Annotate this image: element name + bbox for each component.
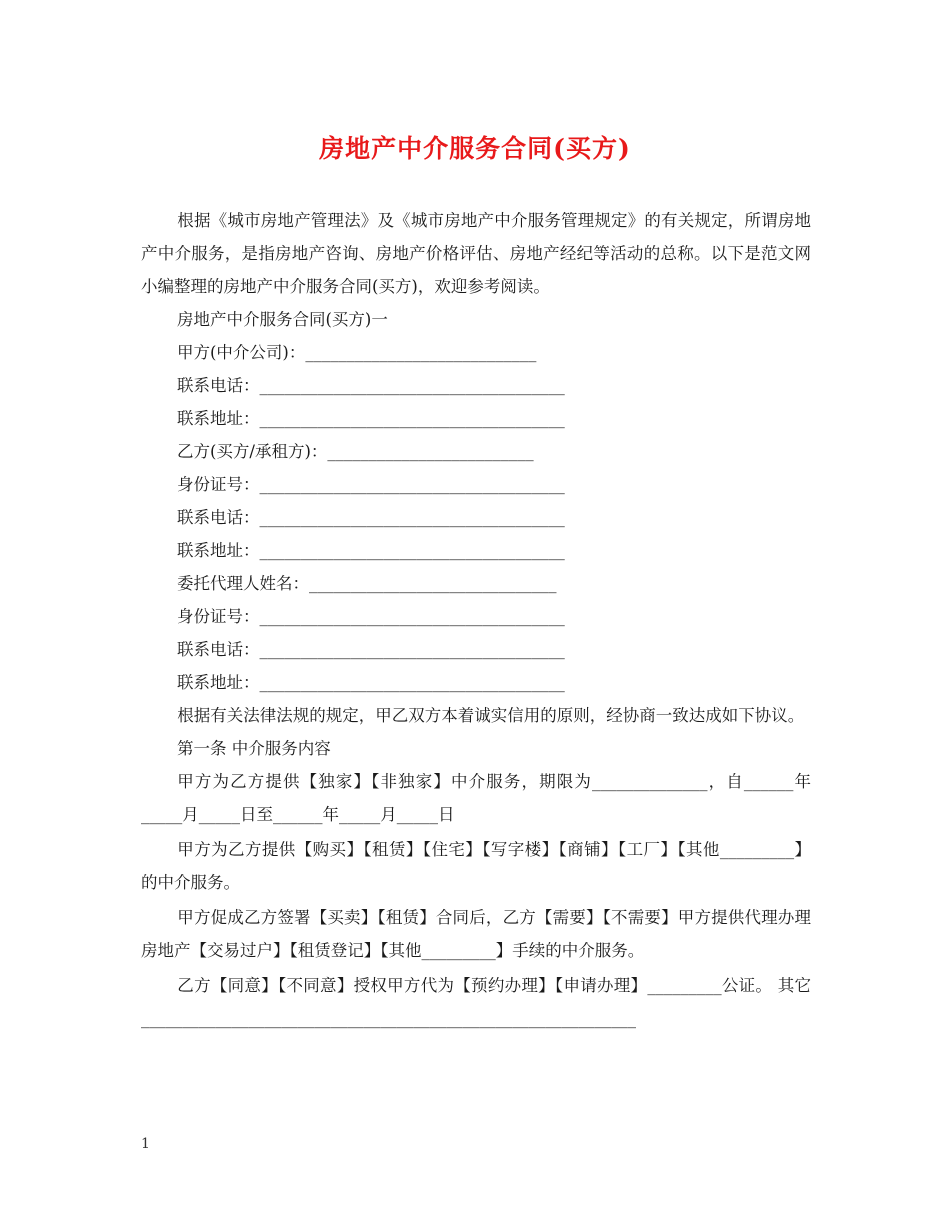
- article1-paragraph-3: 甲方促成乙方签署【买卖】【租赁】合同后，乙方【需要】【不需要】甲方提供代理办理房地产【交易过户】【租赁登记】【其他_________】手续的中介服务。: [141, 908, 811, 960]
- field-agent-phone: 联系电话：_____________________________________: [177, 640, 565, 659]
- article1-heading: 第一条 中介服务内容: [177, 739, 331, 758]
- article1-paragraph-1: 甲方为乙方提供【独家】【非独家】中介服务，期限为______________，自______年_____月_____日至______年_____月_____日: [141, 772, 811, 824]
- field-party-b-phone: 联系电话：_____________________________________: [177, 508, 565, 527]
- field-agent-address: 联系地址：_____________________________________: [177, 673, 565, 692]
- page-number: 1: [141, 1136, 150, 1152]
- article1-paragraph-4: 乙方【同意】【不同意】授权甲方代为【预约办理】【申请办理】_________公证。 其它____________________________________________________________: [141, 976, 811, 1028]
- article1-paragraph-2: 甲方为乙方提供【购买】【租赁】【住宅】【写字楼】【商铺】【工厂】【其他_________】的中介服务。: [141, 840, 811, 892]
- field-agent-name: 委托代理人姓名：______________________________: [177, 574, 557, 593]
- intro-paragraph: 根据《城市房地产管理法》及《城市房地产中介服务管理规定》的有关规定，所谓房地产中介服务，是指房地产咨询、房地产价格评估、房地产经纪等活动的总称。以下是范文网小编整理的房地产中介服务合同(买方)，欢迎参考阅读。: [141, 211, 811, 296]
- field-party-b-address: 联系地址：_____________________________________: [177, 541, 565, 560]
- field-party-a-phone: 联系电话：_____________________________________: [177, 376, 565, 395]
- field-agent-id: 身份证号：_____________________________________: [177, 607, 565, 626]
- section-heading: 房地产中介服务合同(买方)一: [177, 310, 388, 329]
- field-party-a: 甲方(中介公司)：____________________________: [177, 343, 537, 362]
- document-body: [141, 204, 811, 1035]
- field-party-b: 乙方(买方/承租方)：_________________________: [177, 442, 534, 461]
- agreement-paragraph: 根据有关法律法规的规定，甲乙双方本着诚实信用的原则，经协商一致达成如下协议。: [177, 706, 805, 725]
- field-party-b-id: 身份证号：_____________________________________: [177, 475, 565, 494]
- field-party-a-address: 联系地址：_____________________________________: [177, 409, 565, 428]
- document-title: 房地产中介服务合同(买方): [319, 134, 631, 163]
